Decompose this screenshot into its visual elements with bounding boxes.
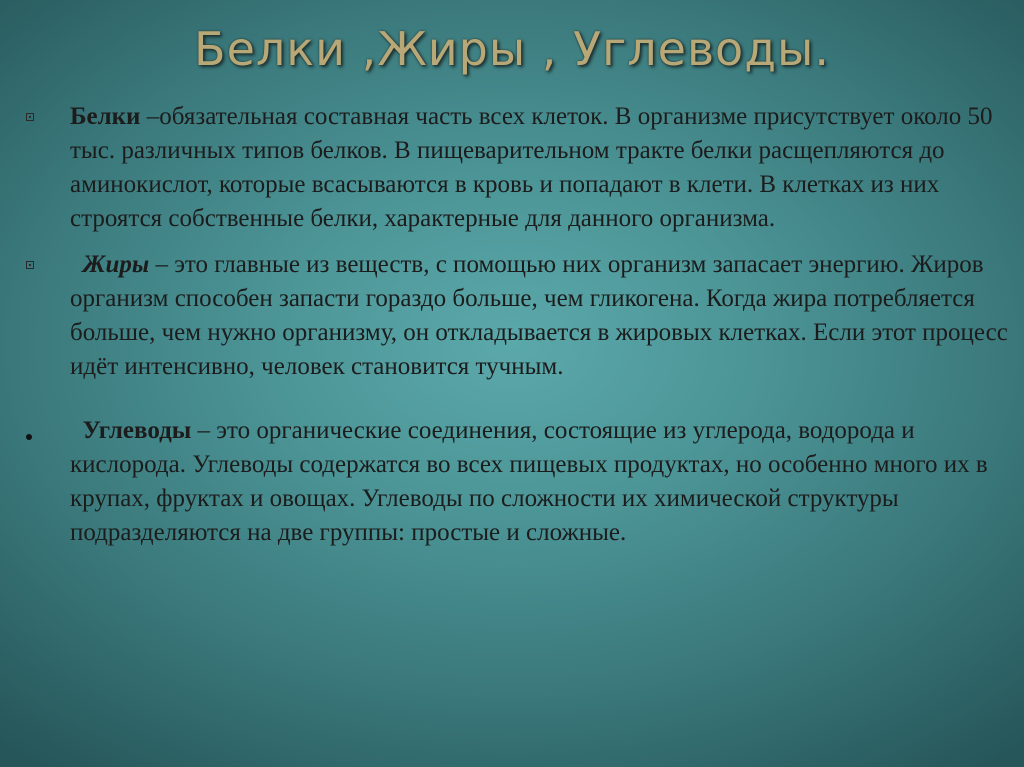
- bullet-text: – это главные из веществ, с помощью них организм запасает энергию. Жиров организм способен запасти гораздо больше, чем гликогена. Когда жира потребляется больше, чем нужно организму, он откладывается в жировых клетках. Если этот процесс идёт интенсивно, человек становится тучным.: [70, 251, 1008, 380]
- bullet-text: –обязательная составная часть всех клеток. В организме присутствует около 50 тыс. различных типов белков. В пищеварительном тракте белки расщепляются до аминокислот, которые всасываются в кровь и попадают в клети. В клетках из них строятся собственные белки, характерные для данного организма.: [70, 103, 993, 232]
- bullet-indent: [70, 417, 83, 444]
- bullet-term: Белки: [70, 103, 141, 130]
- bullet-term: Углеводы: [82, 417, 192, 444]
- bullet-term: Жиры: [82, 251, 150, 278]
- round-bullet-icon: [26, 434, 32, 440]
- bullet-list: [22, 100, 1012, 550]
- bullet-fats: [22, 248, 1012, 384]
- bullet-carbohydrates: [22, 414, 1012, 550]
- square-bullet-icon: [26, 113, 34, 121]
- bullet-proteins: [22, 100, 1012, 236]
- square-bullet-icon: [26, 261, 34, 269]
- bullet-indent: [70, 251, 83, 278]
- bullet-text: – это органические соединения, состоящие из углерода, водорода и кислорода. Углеводы содержатся во всех пищевых продуктах, но особенно много их в крупах, фруктах и овощах. Углеводы по сложности их химической структуры подразделяются на две группы: простые и сложные.: [70, 417, 988, 546]
- slide-title: Белки ,Жиры , Углеводы.: [194, 22, 830, 76]
